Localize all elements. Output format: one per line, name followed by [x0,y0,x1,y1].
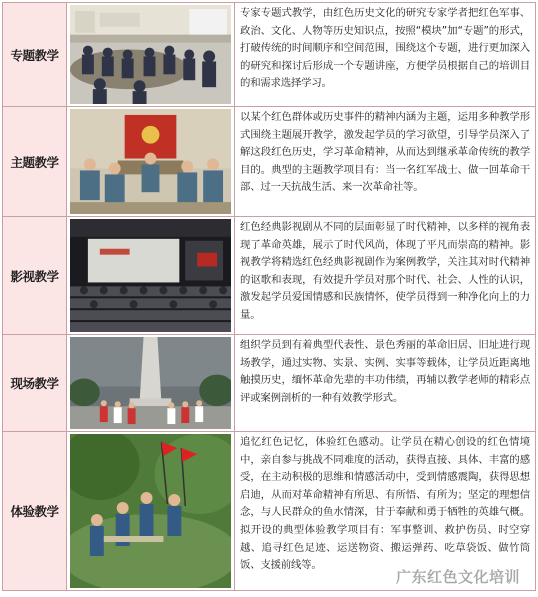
watermark-text: 广东红色文化培训 [395,568,520,586]
row-description: 红色经典影视剧从不同的层面彰显了时代精神，以多样的视角表现了革命英雄，展示了时代风尚，体现了平凡而崇高的精神。影视教学将精选红色经典影视剧作为案例教学，关注其对时代精神的讴歌和表现，有效提升学员对那个时代、社会、人性的认识，激发起学员爱国情感和民族情怀，使学员得到一种净化向上的力量。 [240,221,530,321]
field-experience-photo [67,432,235,590]
table-row [3,107,535,217]
classroom-lecture-photo [67,3,235,106]
row-description: 专家专题式教学，由红色历史文化的研究专家学者把红色军事、政治、文化、人物等历史知识点，按照“模块”加“专题”的形式，打破传统的时间顺序和空间范围，围绕这个专题，进行更加深入的研究和探讨后形成一个专题讲座，方便学员根据自己的培训目的和需求选择学习。 [240,7,530,90]
table-row [3,335,535,432]
teaching-methods-table [2,2,536,591]
cinema-hall-photo [67,217,235,334]
red-army-role-play-photo [67,107,235,216]
row-label: 影视教学 [3,217,67,334]
monument-site-photo [67,335,235,431]
table-row [3,3,535,107]
row-description: 追忆红色记忆，体验红色感动。让学员在精心创设的红色情境中，亲自参与挑战不同难度的活动，获得直接、具体、丰富的感受，在主动积极的思维和情感活动中，受到情感震陶，获得思想启迪，从而对革命精神有所思、有所悟、有所为；坚定的理想信念，与人民群众的鱼水情深，甘于奉献和勇于牺牲的英雄气概。拟开设的典型体验教学项目有：军事整训、救护伤员、时空穿越、追寻红色足迹、运送物资、搬运弹药、吃草袋饭、做竹筒饭、支援前线等。 [240,436,530,572]
row-label: 体验教学 [3,432,67,590]
row-label: 主题教学 [3,107,67,216]
row-label: 现场教学 [3,335,67,431]
row-description: 组织学员到有着典型代表性、景色秀丽的革命旧居、旧址进行现场教学，通过实物、实景、实例、实事等载体，让学员近距离地触摸历史，缅怀革命先辈的丰功伟绩，再辅以教学老师的精彩点评或案例剖析的一种有效教学形式。 [240,339,530,404]
row-description: 以某个红色群体或历史事件的精神内涵为主题，运用多种教学形式围绕主题展开教学，激发起学员的学习欲望，引导学员深入了解这段红色历史，学习革命精神，从而达到继承革命传统的教学目的。典型的主题教学项目有：当一名红军战士、做一回革命干部、过一天抗战生活、来一次革命社等。 [240,111,530,194]
row-label: 专题教学 [3,3,67,106]
table-row [3,217,535,335]
